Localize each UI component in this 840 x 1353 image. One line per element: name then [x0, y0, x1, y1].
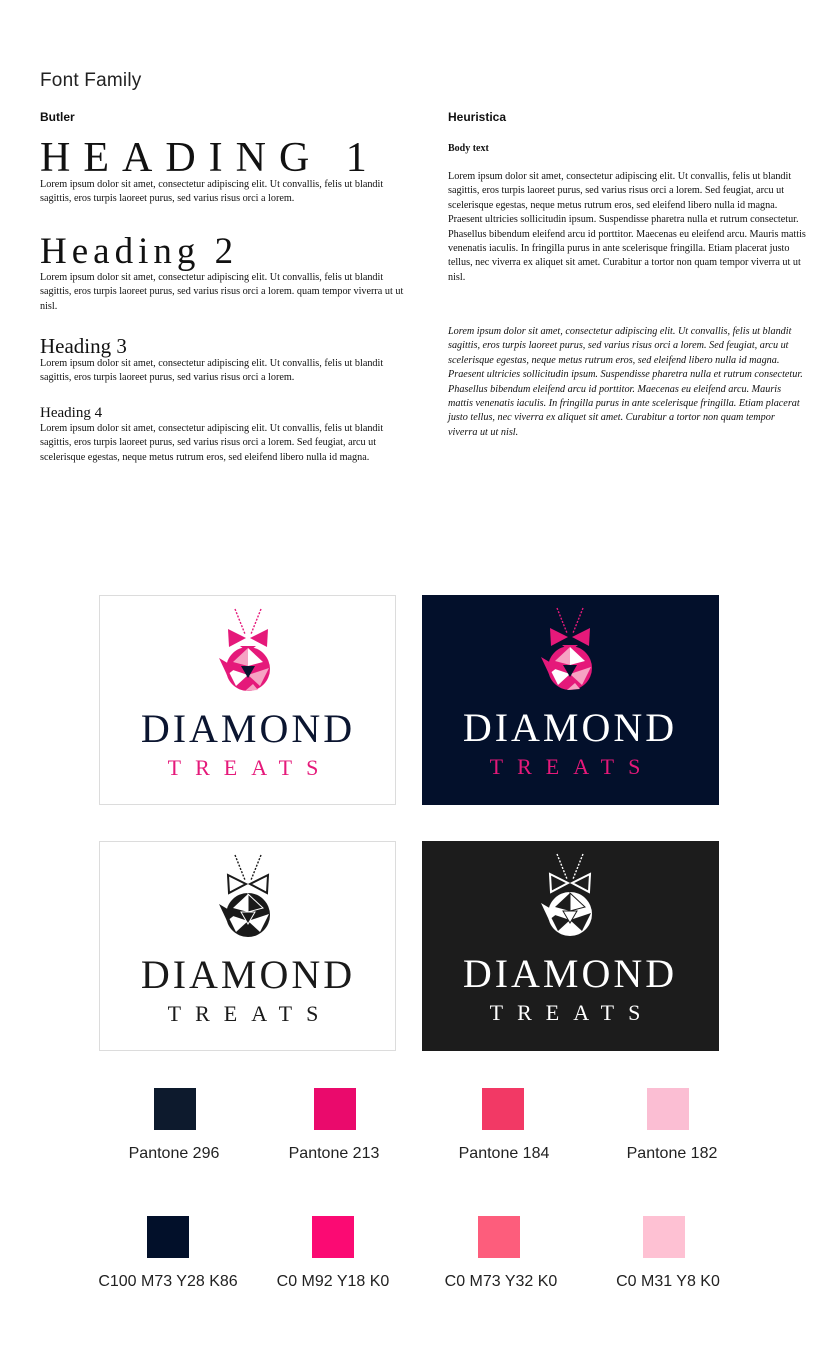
heading-4-sample: Heading 4 [40, 405, 103, 421]
body-text-paragraph: Lorem ipsum dolor sit amet, consectetur adipiscing elit. Ut convallis, felis ut blandit sagittis, eros turpis laoreet purus, sed varius risus orci a lorem. Sed feugiat, arcu ut scelerisque egestas, neque metus rutrum eros, sed eleifend libero nulla id magna. Praesent ultricies sollicitudin ipsum. Suspendisse pharetra nulla et rutrum consectetur. Phasellus bibendum eleifend arcu id porttitor. Maecenas eu eleifend arcu. Mauris mattis venenatis iaculis. In fringilla purus in ante scelerisque fringilla. Etiam placerat justo tellus, nec viverra ex aliquet sit amet. Curabitur a tortor non quam tempor viverra ut ut nisl. [448, 171, 806, 283]
logo-brand-name: DIAMOND [140, 706, 356, 751]
swatch-pantone-184 [482, 1088, 524, 1130]
swatch-label-pantone-296: Pantone 296 [128, 1145, 220, 1162]
swatch-cmyk-navy [147, 1216, 189, 1258]
logo-color-on-white [100, 596, 397, 806]
logo-brand-name: DIAMOND [462, 705, 678, 750]
swatch-cmyk-coral [478, 1216, 520, 1258]
swatch-cmyk-magenta [312, 1216, 354, 1258]
logo-black-on-white [100, 842, 397, 1052]
swatch-label-cmyk-navy: C100 M73 Y28 K86 [98, 1273, 238, 1290]
butler-font-label: Butler [40, 110, 75, 124]
logo-white-on-black [422, 841, 719, 1051]
body-text-label: Body text [448, 143, 489, 154]
heading-3-sample: Heading 3 [40, 334, 127, 358]
swatch-pantone-213 [314, 1088, 356, 1130]
heading-2-paragraph: Lorem ipsum dolor sit amet, consectetur adipiscing elit. Ut convallis, felis ut blandit sagittis, eros turpis laoreet purus, sed varius risus orci a lorem. quam tempor viverra ut ut nisl. [40, 272, 404, 312]
diamond-pendant-icon [219, 609, 270, 691]
logo-brand-sub: TREATS [489, 754, 655, 779]
heading-2-sample: Heading 2 [40, 231, 239, 272]
diamond-pendant-icon [219, 855, 270, 937]
logo-card-white-on-black [422, 841, 719, 1051]
heuristica-font-label: Heuristica [448, 110, 507, 124]
logo-brand-name: DIAMOND [462, 951, 678, 996]
logo-card-black-on-white [99, 841, 396, 1051]
font-family-title: Font Family [40, 70, 142, 91]
logo-color-on-navy [422, 595, 719, 805]
heading-4-paragraph: Lorem ipsum dolor sit amet, consectetur adipiscing elit. Ut convallis, felis ut blandit sagittis, eros turpis laoreet purus, sed varius risus orci a lorem. Sed feugiat, arcu ut scelerisque egestas, neque metus rutrum eros, sed eleifend libero nulla id magna. [40, 423, 384, 463]
swatch-pantone-182 [647, 1088, 689, 1130]
swatch-label-cmyk-coral: C0 M73 Y32 K0 [444, 1273, 558, 1290]
diamond-pendant-icon [541, 854, 592, 936]
heading-1-sample: HEADING 1 [40, 135, 380, 181]
swatch-label-pantone-182: Pantone 182 [626, 1145, 718, 1162]
body-text-italic-paragraph: Lorem ipsum dolor sit amet, consectetur adipiscing elit. Ut convallis, felis ut blandit sagittis, eros turpis laoreet purus, sed varius risus orci a lorem. Sed feugiat, arcu ut scelerisque egestas, neque metus rutrum eros, sed eleifend libero nulla id magna. Praesent ultricies sollicitudin ipsum. Suspendisse pharetra nulla et rutrum consectetur. Phasellus bibendum eleifend arcu id porttitor. Maecenas eu eleifend arcu. Mauris mattis venenatis iaculis. In fringilla purus in ante scelerisque fringilla. Etiam placerat justo tellus, nec viverra ex aliquet sit amet. Curabitur a tortor non quam tempor viverra ut ut nisl. [448, 326, 803, 438]
logo-brand-sub: TREATS [167, 755, 333, 780]
logo-card-color-on-white [99, 595, 396, 805]
logo-brand-name: DIAMOND [140, 952, 356, 997]
logo-card-color-on-navy [422, 595, 719, 805]
swatch-pantone-296 [154, 1088, 196, 1130]
logo-brand-sub: TREATS [489, 1000, 655, 1025]
swatch-label-cmyk-magenta: C0 M92 Y18 K0 [276, 1273, 390, 1290]
swatch-label-pantone-213: Pantone 213 [288, 1145, 380, 1162]
swatch-label-pantone-184: Pantone 184 [458, 1145, 550, 1162]
swatch-label-cmyk-light-pink: C0 M31 Y8 K0 [616, 1273, 720, 1290]
diamond-pendant-icon [541, 608, 592, 690]
logo-brand-sub: TREATS [167, 1001, 333, 1026]
swatch-cmyk-light-pink [643, 1216, 685, 1258]
heading-3-paragraph: Lorem ipsum dolor sit amet, consectetur adipiscing elit. Ut convallis, felis ut blandit sagittis, eros turpis laoreet purus, sed varius risus orci a lorem. [40, 358, 384, 384]
heading-1-paragraph: Lorem ipsum dolor sit amet, consectetur adipiscing elit. Ut convallis, felis ut blandit sagittis, eros turpis laoreet purus, sed varius risus orci a lorem. [40, 179, 384, 205]
